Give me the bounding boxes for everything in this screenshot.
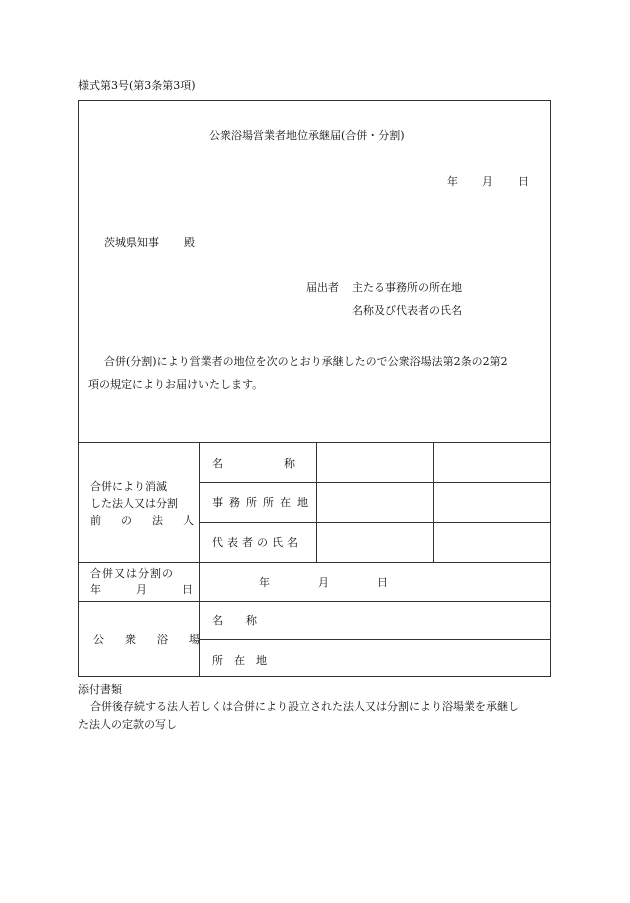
bathhouse-label: 公衆浴場 [93, 633, 221, 646]
attachments-line2: た法人の定款の写し [78, 718, 177, 731]
dissolved-corp-label-line2: した法人又は分割 [90, 497, 178, 510]
merger-date-day: 日 [377, 576, 388, 589]
body-text-line2: 項の規定によりお届けいたします。 [88, 378, 264, 391]
body-text-line1: 合併(分割)により営業者の地位を次のとおり承継したので公衆浴場法第2条の2第2 [104, 355, 508, 368]
form-number: 様式第3号(第3条第3項) [78, 79, 196, 92]
table-rule [199, 522, 551, 523]
bathhouse-name-label: 名称 [212, 614, 280, 627]
bathhouse-location-label: 所在地 [212, 654, 278, 667]
field-name-label: 名称 [212, 457, 356, 470]
merger-date-month: 月 [318, 576, 329, 589]
addressee-honorific: 殿 [184, 236, 195, 249]
attachments-heading: 添付書類 [78, 683, 122, 696]
merger-date-label-line1: 合併又は分割の [90, 567, 174, 580]
table-rule [78, 562, 551, 563]
form-title: 公衆浴場営業者地位承継届(合併・分割) [209, 129, 405, 142]
date-day: 日 [518, 175, 529, 188]
date-year: 年 [447, 175, 458, 188]
date-month: 月 [482, 175, 493, 188]
notifier-address-label: 主たる事務所の所在地 [352, 281, 462, 294]
table-top-rule [78, 442, 551, 443]
addressee-name: 茨城県知事 [104, 236, 159, 249]
dissolved-corp-label-line3: 前の法人 [90, 514, 214, 527]
table-rule [78, 601, 551, 602]
field-representative-label: 代表者の氏名 [212, 536, 302, 549]
notifier-label: 届出者 [306, 281, 339, 294]
table-rule [199, 639, 551, 640]
field-office-location-label: 事務所所在地 [212, 496, 314, 509]
attachments-line1: 合併後存続する法人若しくは合併により設立された法人又は分割により浴場業を承継し [90, 700, 519, 713]
dissolved-corp-label-line1: 合併により消滅 [90, 480, 167, 493]
notifier-name-label: 名称及び代表者の氏名 [352, 304, 462, 317]
merger-date-label-line2: 年月日 [90, 583, 228, 596]
merger-date-year: 年 [259, 576, 270, 589]
table-column-rule [433, 442, 434, 562]
table-rule [199, 482, 551, 483]
